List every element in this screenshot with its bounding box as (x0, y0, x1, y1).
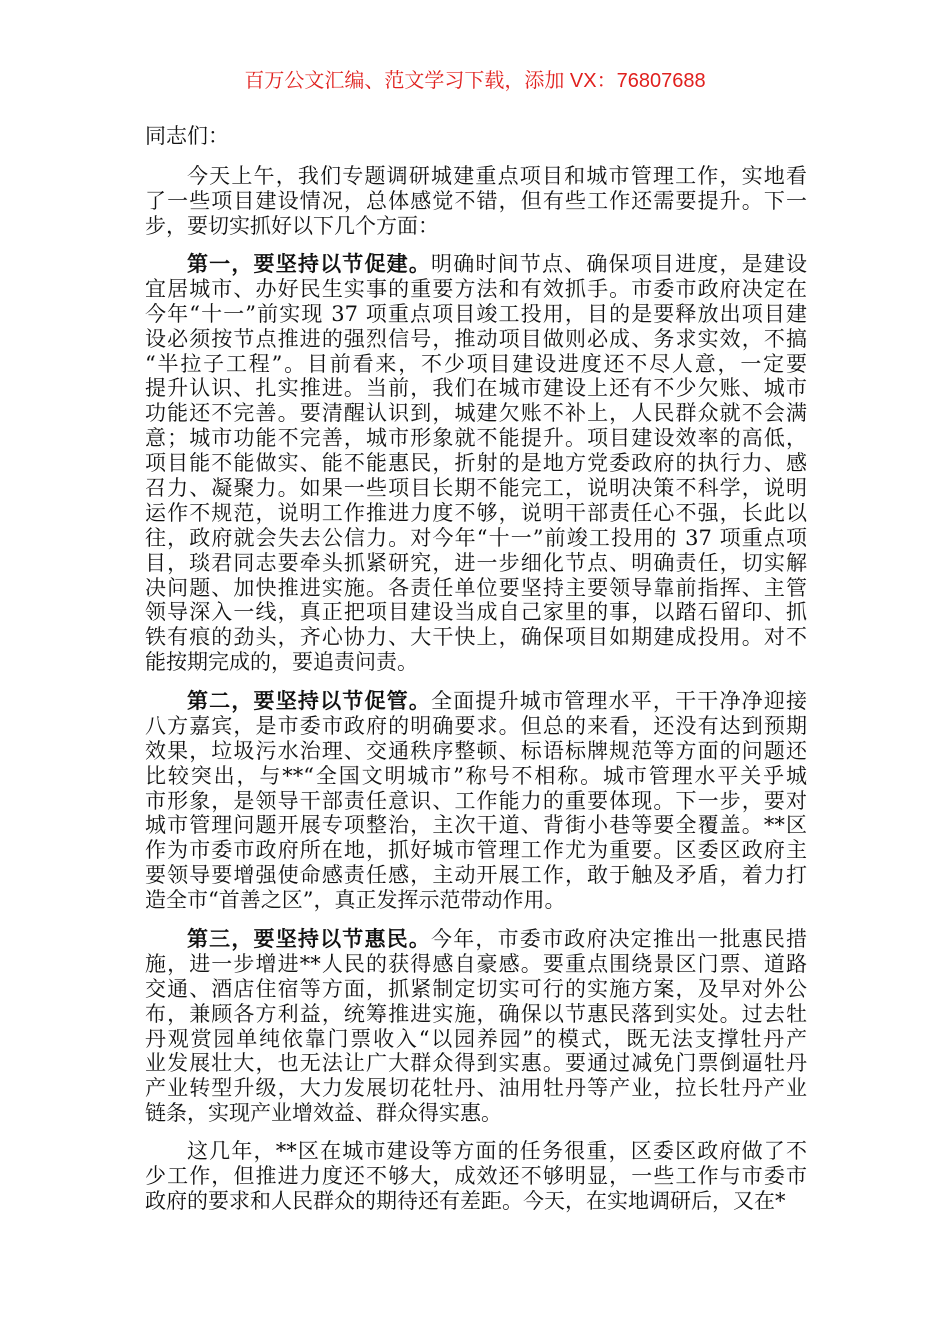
paragraph-closing (145, 1139, 807, 1214)
text-line: 造全市“首善之区”，真正发挥示范带动作用。 (145, 888, 566, 913)
text-line: 领导深入一线，真正把项目建设当成自己家里的事，以踏石留印、抓 (145, 600, 807, 625)
text-line (145, 927, 807, 952)
text-line: 这几年，**区在城市建设等方面的任务很重，区委区政府做了不 (187, 1139, 807, 1163)
text-line: 产业转型升级，大力发展切花牡丹、油用牡丹等产业，拉长牡丹产业 (145, 1076, 807, 1101)
text-line: 设必须按节点推进的强烈信号，推动项目做则必成、务求实效，不搞 (145, 326, 807, 351)
text-line: 提升认识、扎实推进。当前，我们在城市建设上还有不少欠账、城市 (145, 376, 807, 401)
text-line: 能按期完成的，要追责问责。 (145, 650, 418, 675)
line-text: 今年，市委市政府决定推出一批惠民措 (431, 927, 808, 951)
text-line: 交通、酒店住宿等方面，抓紧制定切实可行的实施方案，及早对外公 (145, 976, 807, 1001)
watermark-header: 百万公文汇编、范文学习下载，添加 VX：76807688 (244, 70, 706, 92)
text-line: 今年“十一”前实现 37 项重点项目竣工投用，目的是要释放出项目建 (145, 301, 807, 326)
text-line (145, 252, 807, 277)
line-text: 明确时间节点、确保项目进度，是建设 (431, 252, 808, 276)
salutation-text: 同志们： (145, 124, 229, 148)
text-line: 效果，垃圾污水治理、交通秩序整顿、标语标牌规范等方面的问题还 (145, 738, 807, 763)
text-line: 八方嘉宾，是市委市政府的明确要求。但总的来看，还没有达到预期 (145, 713, 807, 738)
text-line: 宜居城市、办好民生实事的重要方法和有效抓手。市委市政府决定在 (145, 276, 807, 301)
point-heading: 第二，要坚持以节促管。 (187, 688, 432, 713)
text-line: 市形象，是领导干部责任意识、工作能力的重要体现。下一步，要对 (145, 788, 807, 813)
text-line: 步，要切实抓好以下几个方面： (145, 213, 439, 238)
text-line: 城市管理问题开展专项整治，主次干道、背街小巷等要全覆盖。**区 (145, 813, 807, 838)
paragraph-intro (145, 164, 807, 239)
text-line: 意；城市功能不完善，城市形象就不能提升。项目建设效率的高低， (145, 426, 807, 451)
point-heading: 第一，要坚持以节促建。 (187, 251, 432, 276)
text-line: 今天上午，我们专题调研城建重点项目和城市管理工作，实地看 (187, 164, 807, 188)
text-line: 铁有痕的劲头，齐心协力、大干快上，确保项目如期建成投用。对不 (145, 625, 807, 650)
text-line: 政府的要求和人民群众的期待还有差距。今天，在实地调研后，又在* (145, 1188, 786, 1213)
text-line: 功能还不完善。要清醒认识到，城建欠账不补上，人民群众就不会满 (145, 401, 807, 426)
text-line: 比较突出，与**“全国文明城市”称号不相称。城市管理水平关乎城 (145, 763, 807, 788)
text-line: 往，政府就会失去公信力。对今年“十一”前竣工投用的 37 项重点项 (145, 525, 807, 550)
text-line: 业发展壮大，也无法让广大群众得到实惠。要通过减免门票倒逼牡丹 (145, 1051, 807, 1076)
salutation (145, 124, 807, 149)
paragraph-third-point (145, 927, 807, 1126)
text-line: 施，进一步增进**人民的获得感自豪感。要重点围绕景区门票、道路 (145, 951, 807, 976)
text-line: “半拉子工程”。目前看来，不少项目建设进度还不尽人意，一定要 (145, 351, 807, 376)
text-line: 少工作，但推进力度还不够大，成效还不够明显，一些工作与市委市 (145, 1163, 807, 1188)
text-line: 目，琰君同志要牵头抓紧研究，进一步细化节点、明确责任，切实解 (145, 550, 807, 575)
text-line: 决问题、加快推进实施。各责任单位要坚持主要领导靠前指挥、主管 (145, 575, 807, 600)
paragraph-first-point (145, 252, 807, 675)
text-line: 项目能不能做实、能不能惠民，折射的是地方党委政府的执行力、感 (145, 451, 807, 476)
text-line: 要领导要增强使命感责任感，主动开展工作，敢于触及矛盾，着力打 (145, 863, 807, 888)
text-line: 作为市委市政府所在地，抓好城市管理工作尤为重要。区委区政府主 (145, 838, 807, 863)
point-heading: 第三，要坚持以节惠民。 (187, 926, 432, 951)
text-line: 丹观赏园单纯依靠门票收入“以园养园”的模式，既无法支撑牡丹产 (145, 1026, 807, 1051)
text-line: 运作不规范，说明工作推进力度不够，说明干部责任心不强，长此以 (145, 500, 807, 525)
text-line: 布，兼顾各方利益，统筹推进实施，确保以节惠民落到实处。过去牡 (145, 1001, 807, 1026)
text-line (145, 689, 807, 714)
line-text: 全面提升城市管理水平，干干净净迎接 (431, 689, 808, 713)
paragraph-second-point (145, 689, 807, 913)
text-line: 了一些项目建设情况，总体感觉不错，但有些工作还需要提升。下一 (145, 188, 807, 213)
text-line: 链条，实现产业增效益、群众得实惠。 (145, 1101, 502, 1126)
text-line: 召力、凝聚力。如果一些项目长期不能完工，说明决策不科学，说明 (145, 476, 807, 501)
